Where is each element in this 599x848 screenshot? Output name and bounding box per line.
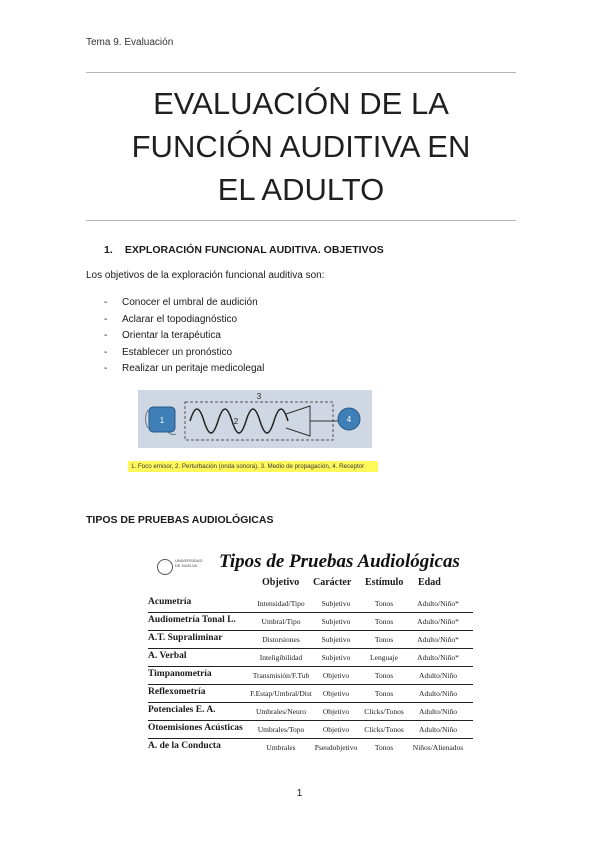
column-header-objetivo: Objetivo xyxy=(262,577,300,588)
objectives-list xyxy=(86,295,264,378)
list-item-text: Conocer el umbral de audición xyxy=(122,297,258,308)
tests-heading: TIPOS DE PRUEBAS AUDIOLÓGICAS xyxy=(86,514,274,526)
cell-objetivo: Transmisión/F.Tub xyxy=(252,671,310,680)
receptor-cone-icon xyxy=(286,406,310,436)
cell-objetivo: Umbral/Tipo xyxy=(261,617,301,626)
logo-text-line: UNIVERSIDAD xyxy=(175,558,203,563)
table-row xyxy=(148,702,473,721)
cell-estimulo: Tonos xyxy=(374,743,394,752)
diagram-label-2: 2 xyxy=(233,417,239,426)
audiological-tests-table xyxy=(143,543,481,767)
title-line: EVALUACIÓN DE LA xyxy=(153,86,449,121)
bullet-dash: - xyxy=(104,313,108,325)
cell-edad: Adulto/Niño xyxy=(419,689,457,698)
cell-caracter: Objetivo xyxy=(322,707,350,716)
sound-propagation-diagram xyxy=(138,390,372,448)
list-item xyxy=(86,361,264,378)
list-item xyxy=(86,312,264,329)
cell-edad: Adulto/Niño* xyxy=(417,617,459,626)
title-divider xyxy=(86,220,516,221)
cell-estimulo: Clicks/Tonos xyxy=(364,707,404,716)
cell-objetivo: Umbrales/Topo xyxy=(257,725,305,734)
list-item xyxy=(86,345,264,362)
cell-estimulo: Tonos xyxy=(374,635,394,644)
page-number: 1 xyxy=(296,788,303,799)
bullet-dash: - xyxy=(104,346,108,358)
cell-edad: Adulto/Niño* xyxy=(417,653,459,662)
section-number: 1. xyxy=(104,244,113,256)
row-name: A.T. Supraliminar xyxy=(148,633,223,643)
list-item-text: Orientar la terapéutica xyxy=(122,330,221,341)
bullet-dash: - xyxy=(104,297,108,308)
cell-caracter: Pseudobjetivo xyxy=(314,743,358,752)
diagram-label-4: 4 xyxy=(346,415,352,424)
cell-objetivo: Umbrales xyxy=(266,743,296,752)
bullet-dash: - xyxy=(104,330,108,341)
row-name: Otoemisiones Acústicas xyxy=(148,723,243,733)
diagram-label-3: 3 xyxy=(256,392,262,401)
cell-edad: Adulto/Niño* xyxy=(417,599,459,608)
top-divider xyxy=(86,72,516,73)
cell-edad: Adulto/Niño xyxy=(419,725,457,734)
cell-caracter: Objetivo xyxy=(322,689,350,698)
table-row xyxy=(148,666,473,685)
bullet-dash: - xyxy=(104,363,108,374)
university-logo-icon xyxy=(157,559,173,575)
cell-estimulo: Tonos xyxy=(374,617,394,626)
cell-caracter: Subjetivo xyxy=(321,599,351,608)
cell-caracter: Subjetivo xyxy=(321,635,351,644)
row-name: Reflexometría xyxy=(148,687,206,697)
emission-arc-icon xyxy=(146,410,149,428)
cell-objetivo: Umbrales/Neuro xyxy=(256,707,306,716)
title-line: EL ADULTO xyxy=(217,172,385,207)
cell-estimulo: Clicks/Tonos xyxy=(364,725,404,734)
table-row xyxy=(148,612,473,631)
list-item xyxy=(86,328,264,345)
cell-objetivo: Inteligibilidad xyxy=(259,653,303,662)
logo-text xyxy=(175,558,202,568)
cell-estimulo: Tonos xyxy=(374,689,394,698)
row-name: Audiometría Tonal L. xyxy=(148,615,236,625)
column-header-estimulo: Estímulo xyxy=(365,577,404,588)
row-name: Potenciales E. A. xyxy=(148,705,216,715)
table-row xyxy=(148,684,473,703)
cell-objetivo: Intensidad/Tipo xyxy=(257,599,305,608)
list-item xyxy=(86,295,264,312)
sound-wave-icon xyxy=(190,409,288,433)
section-title: EXPLORACIÓN FUNCIONAL AUDITIVA. OBJETIVOS xyxy=(124,244,384,256)
cell-estimulo: Tonos xyxy=(374,671,394,680)
cell-objetivo: Distorsiones xyxy=(262,635,300,644)
cell-edad: Adulto/Niño xyxy=(419,671,457,680)
table-row xyxy=(148,720,473,739)
table-row xyxy=(148,738,473,756)
cell-estimulo: Lenguaje xyxy=(370,653,398,662)
list-item-text: Realizar un peritaje medicolegal xyxy=(122,363,265,374)
cell-objetivo: F.Estap/Umbral/Dist xyxy=(250,689,312,698)
intro-paragraph: Los objetivos de la exploración funcional auditiva son: xyxy=(86,270,325,281)
logo-text-line: DE HUELVA xyxy=(175,563,198,568)
title-line: FUNCIÓN AUDITIVA EN xyxy=(131,129,471,164)
page-header: Tema 9. Evaluación xyxy=(86,37,174,48)
diagram-label-1: 1 xyxy=(159,416,165,425)
row-name: A. Verbal xyxy=(148,651,187,661)
column-header-edad: Edad xyxy=(418,577,441,588)
cell-caracter: Objetivo xyxy=(322,725,350,734)
document-title xyxy=(86,82,516,211)
cell-estimulo: Tonos xyxy=(374,599,394,608)
section-heading xyxy=(104,244,384,256)
cell-edad: Adulto/Niño* xyxy=(417,635,459,644)
table-title: Tipos de Pruebas Audiológicas xyxy=(219,551,460,572)
diagram-svg xyxy=(138,390,372,448)
cell-edad: Adulto/Niño xyxy=(419,707,457,716)
diagram-caption: 1. Foco emisor, 2. Perturbación (onda sonora), 3. Medio de propagación, 4. Receptor xyxy=(128,461,378,472)
cell-caracter: Objetivo xyxy=(322,671,350,680)
row-name: A. de la Conducta xyxy=(148,741,221,751)
table-row xyxy=(148,648,473,667)
list-item-text: Aclarar el topodiagnóstico xyxy=(122,313,238,325)
cell-caracter: Subjetivo xyxy=(321,653,351,662)
row-name: Timpanometría xyxy=(148,669,212,679)
table-row xyxy=(148,594,473,613)
table-row xyxy=(148,630,473,649)
column-header-caracter: Carácter xyxy=(313,577,352,588)
cell-edad: Niños/Alienados xyxy=(412,743,464,752)
cell-caracter: Subjetivo xyxy=(321,617,351,626)
list-item-text: Establecer un pronóstico xyxy=(122,346,233,358)
row-name: Acumetría xyxy=(148,597,192,607)
